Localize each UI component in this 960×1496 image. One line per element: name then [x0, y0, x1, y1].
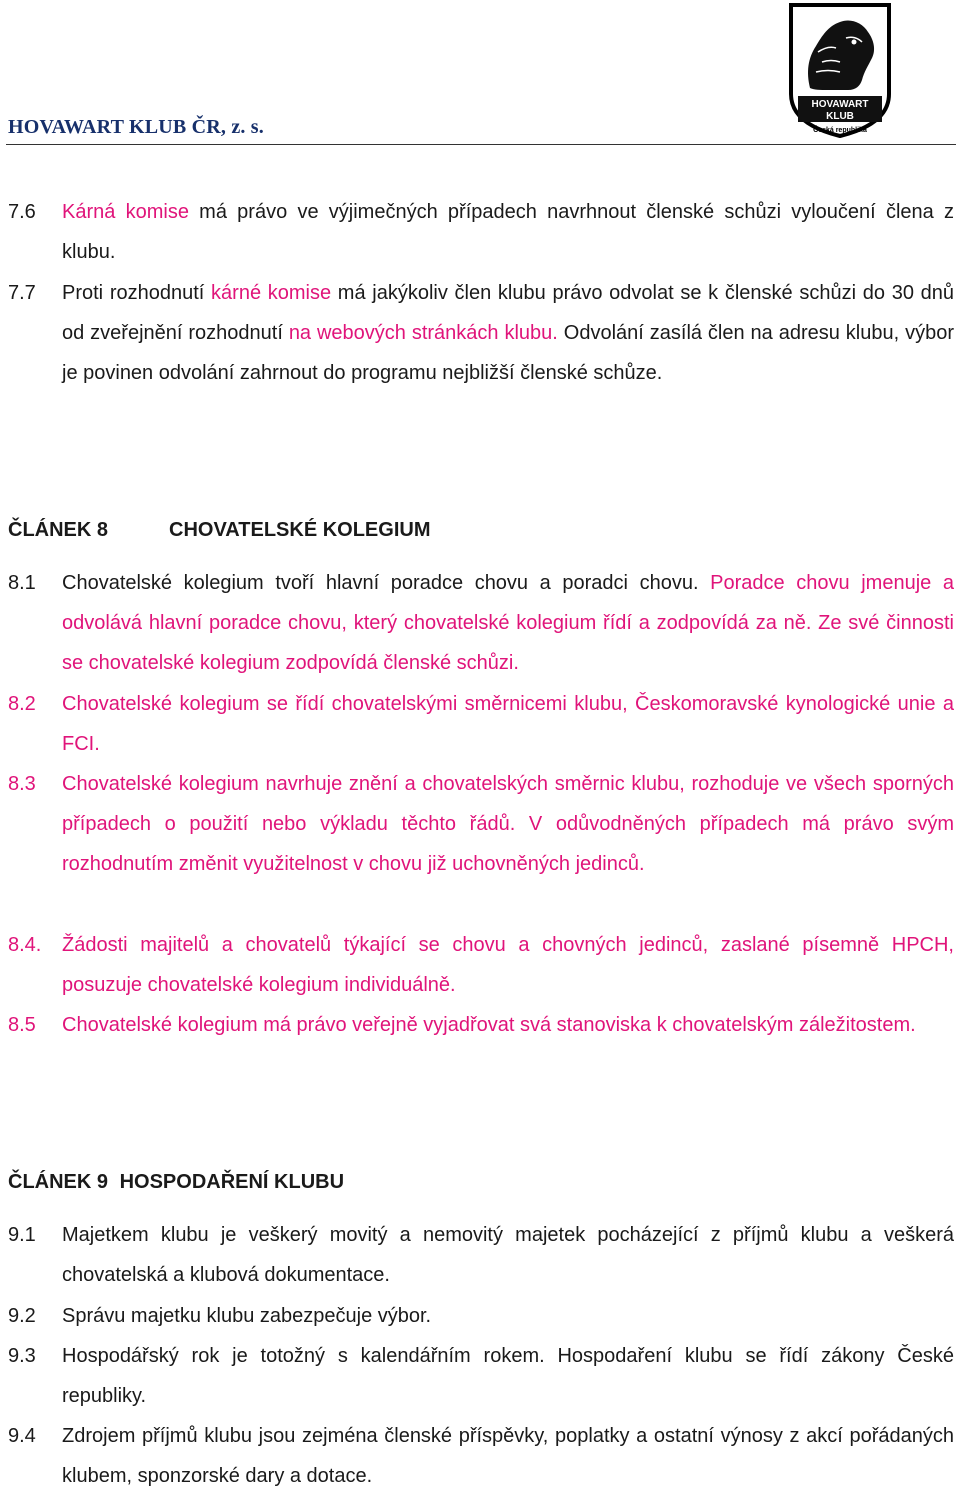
section-text: Kárná komise [62, 201, 189, 223]
article-label: ČLÁNEK 9 [8, 1171, 109, 1193]
section-8-3 [8, 764, 954, 884]
section-9-3 [8, 1336, 954, 1416]
section-number: 7.7 [8, 282, 36, 304]
section-number: 9.1 [8, 1224, 36, 1246]
section-text: Poradce chovu jmenuje a odvolává hlavní poradce chovu, který chovatelské kolegium řídí a zodpovídá za ně. Ze své činnosti se chovatelské kolegium zodpovídá členské schůzi. [62, 572, 955, 674]
section-text: Správu majetku klubu zabezpečuje výbor. [62, 1305, 432, 1327]
section-text: Žádosti majitelů a chovatelů týkající se chovu a chovných jedinců, zaslané písemně HPCH, posuzuje chovatelské kolegium individuálně. [62, 934, 954, 996]
section-text: Chovatelské kolegium navrhuje znění a chovatelských směrnic klubu, rozhoduje ve všech sporných případech o použití nebo výkladu těchto řádů. V odůvodněných případech má právo svým rozhodnutím změnit využitelnost v chovu již uchovněných jedinců. [62, 773, 954, 875]
section-9-1 [8, 1215, 954, 1295]
section-number: 9.4 [8, 1425, 36, 1447]
section-text: Chovatelské kolegium se řídí chovatelskými směrnicemi klubu, Českomoravské kynologické unie a FCI. [62, 693, 954, 755]
section-number: 8.5 [8, 1014, 36, 1036]
section-text: má jakýkoliv člen klubu právo odvolat se k členské schůzi do 30 dnů od zveřejnění rozhodnutí [62, 282, 955, 344]
section-9-2 [8, 1296, 954, 1336]
hovawart-club-logo [788, 2, 892, 138]
section-text: Chovatelské kolegium má právo veřejně vyjadřovat svá stanoviska k chovatelským záležitostem. [62, 1014, 916, 1036]
club-name-header: HOVAWART KLUB ČR, z. s. [8, 116, 264, 138]
article-title: CHOVATELSKÉ KOLEGIUM [169, 519, 431, 541]
section-number: 8.3 [8, 773, 36, 795]
section-7-6 [8, 192, 954, 272]
section-number: 8.2 [8, 693, 36, 715]
header-divider [6, 144, 956, 145]
section-text: má právo ve výjimečných případech navrhnout členské schůzi vyloučení člena z klubu. [62, 201, 954, 263]
section-8-5 [8, 1005, 954, 1045]
section-7-7 [8, 273, 954, 393]
section-text: Majetkem klubu je veškerý movitý a nemovitý majetek pocházející z příjmů klubu a veškerá chovatelská a klubová dokumentace. [62, 1224, 954, 1286]
article-9-heading [8, 1171, 344, 1194]
section-text: na webových stránkách klubu. [288, 322, 558, 344]
section-8-1 [8, 563, 954, 683]
section-text: Proti rozhodnutí [62, 282, 212, 304]
section-number: 7.6 [8, 201, 36, 223]
svg-text:KLUB: KLUB [826, 111, 854, 122]
section-text: kárné komise [211, 282, 332, 304]
section-8-2 [8, 684, 954, 764]
article-title: HOSPODAŘENÍ KLUBU [119, 1171, 345, 1193]
section-number: 9.3 [8, 1345, 36, 1367]
section-number: 9.2 [8, 1305, 36, 1327]
article-label: ČLÁNEK 8 [8, 519, 109, 541]
section-text: Hospodářský rok je totožný s kalendářním rokem. Hospodaření klubu se řídí zákony České republiky. [62, 1345, 954, 1407]
section-9-4 [8, 1416, 954, 1496]
svg-text:HOVAWART: HOVAWART [811, 99, 869, 110]
section-text: Chovatelské kolegium tvoří hlavní poradce chovu a poradci chovu. [62, 572, 699, 594]
article-8-heading [8, 519, 431, 542]
svg-text:Česká republika: Česká republika [813, 127, 867, 134]
section-number: 8.1 [8, 572, 36, 594]
section-8-4 [8, 925, 954, 1005]
section-number: 8.4. [8, 934, 42, 956]
section-text: Odvolání zasílá člen na adresu klubu, výbor je povinen odvolání zahrnout do programu nejbližší členské schůze. [62, 322, 954, 384]
section-text: Zdrojem příjmů klubu jsou zejména členské příspěvky, poplatky a ostatní výnosy z akcí pořádaných klubem, sponzorské dary a dotace. [62, 1425, 954, 1487]
